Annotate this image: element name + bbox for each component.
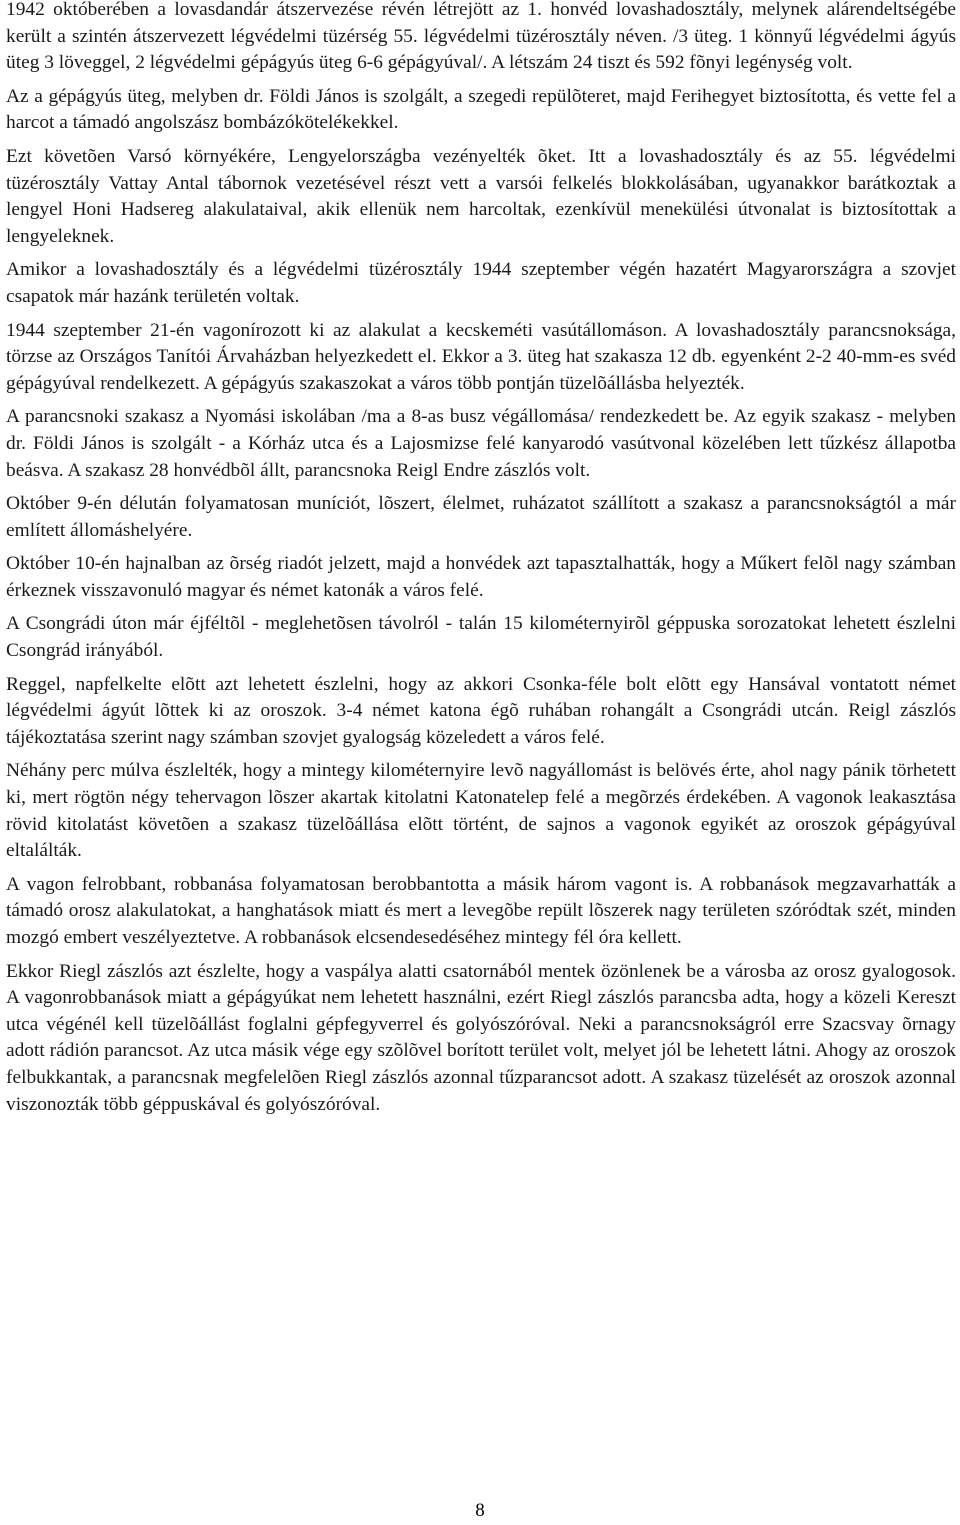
paragraph-8: Október 10-én hajnalban az õrség riadót jelzett, majd a honvédek azt tapasztalhatták, hogy a Műkert felõl nagy számban érkeznek visszavonuló magyar és német katonák a város felé. <box>6 553 956 601</box>
paragraph-12: A vagon felrobbant, robbanása folyamatosan berobbantotta a másik három vagont is. A robbanások megzavarhatták a támadó orosz alakulatokat, a hanghatások miatt és mert a levegõbe repült lõszerek nagy területen szóródtak szét, minden mozgó embert veszélyeztetve. A robbanások elcsendesedéséhez mintegy fél óra kellett. <box>6 873 956 948</box>
paragraph-11: Néhány perc múlva észlelték, hogy a mintegy kilométernyire levõ nagyállomást is belövés érte, ahol nagy pánik törhetett ki, mert rögtön négy tehervagon lõszer akartak kitolatni Katonatelep felé a megõrzés érdekében. A vagonok leakasztása rövid kitolatást követõen a szakasz tüzelõállása elõtt történt, de sajnos a vagonok egyikét az oroszok gépágyúval eltalálták. <box>6 760 956 862</box>
paragraph-13: Ekkor Riegl zászlós azt észlelte, hogy a vaspálya alatti csatornából mentek özönlenek be a városba az orosz gyalogosok. A vagonrobbanások miatt a gépágyúkat nem lehetett használni, ezért Riegl zászlós parancsba adta, hogy a közeli Kereszt utca végénél kell tüzelõállást foglalni gépfegyverrel és golyószóróval. Neki a parancsnokságról erre Szacsvay õrnagy adott rádión parancsot. Az utca másik vége egy szõlõvel borított terület volt, melyet jól be lehetett látni. Ahogy az oroszok felbukkantak, a parancsnak megfelelõen Riegl zászlós azonnal tűzparancsot adott. A szakasz tüzelését az oroszok azonnal viszonozták több géppuskával és golyószóróval. <box>6 960 956 1115</box>
paragraph-1: 1942 októberében a lovasdandár átszervezése révén létrejött az 1. honvéd lovashadosztály, melynek alárendeltségébe került a szintén átszervezett légvédelmi tüzérség 55. légvédelmi tüzérosztály néven. /3 üteg. 1 könnyű légvédelmi ágyús üteg 3 löveggel, 2 légvédelmi gépágyús üteg 6-6 gépágyúval/. A létszám 24 tiszt és 592 fõnyi legénység volt. <box>6 0 956 74</box>
document-page <box>6 0 956 1525</box>
paragraph-4: Amikor a lovashadosztály és a légvédelmi tüzérosztály 1944 szeptember végén hazatért Magyarországra a szovjet csapatok már hazánk területén voltak. <box>6 259 956 307</box>
paragraph-9: A Csongrádi úton már éjféltõl - meglehetõsen távolról - talán 15 kilométernyirõl géppuska sorozatokat lehetett észlelni Csongrád irányából. <box>6 613 956 662</box>
page-number: 8 <box>475 1500 485 1521</box>
paragraph-2: Az a gépágyús üteg, melyben dr. Földi János is szolgált, a szegedi repülõteret, majd Ferihegyet biztosította, és vette fel a harcot a támadó angolszász bombázókötelékekkel. <box>6 85 956 134</box>
paragraph-5: 1944 szeptember 21-én vagonírozott ki az alakulat a kecskeméti vasútállomáson. A lovashadosztály parancsnoksága, törzse az Országos Tanítói Árvaházban helyezkedett el. Ekkor a 3. üteg hat szakasza 12 db. egyenként 2-2 40-mm-es svéd gépágyúval rendelkezett. A gépágyús szakaszokat a város több pontján tüzelõállásba helyezték. <box>6 319 956 394</box>
paragraph-6: A parancsnoki szakasz a Nyomási iskolában /ma a 8-as busz végállomása/ rendezkedett be. Az egyik szakasz - melyben dr. Földi János is szolgált - a Kórház utca és a Lajosmizse felé kanyarodó vasútvonal közelében lett tűzkész állapotba beásva. A szakasz 28 honvédbõl állt, parancsnoka Reigl Endre zászlós volt. <box>6 406 956 481</box>
paragraph-7: Október 9-én délután folyamatosan muníciót, lõszert, élelmet, ruházatot szállított a szakasz a parancsnokságtól a már említett állomáshelyére. <box>6 493 956 541</box>
paragraph-3: Ezt követõen Varsó környékére, Lengyelországba vezényelték õket. Itt a lovashadosztály és az 55. légvédelmi tüzérosztály Vattay Antal tábornok vezetésével részt vett a varsói felkelés blokkolásában, ugyanakkor barátkoztak a lengyel Honi Hadsereg alakulataival, akik ellenük nem harcoltak, ezenkívül menekülési útvonalat is biztosítottak a lengyeleknek. <box>6 145 956 247</box>
paragraph-10: Reggel, napfelkelte elõtt azt lehetett észlelni, hogy az akkori Csonka-féle bolt elõtt egy Hansával vontatott német légvédelmi ágyút lõttek ki az oroszok. 3-4 német katona égõ ruhában rohangált a Csongrádi utcán. Reigl zászlós tájékoztatása szerint nagy számban szovjet gyalogság közeledett a város felé. <box>6 673 956 748</box>
